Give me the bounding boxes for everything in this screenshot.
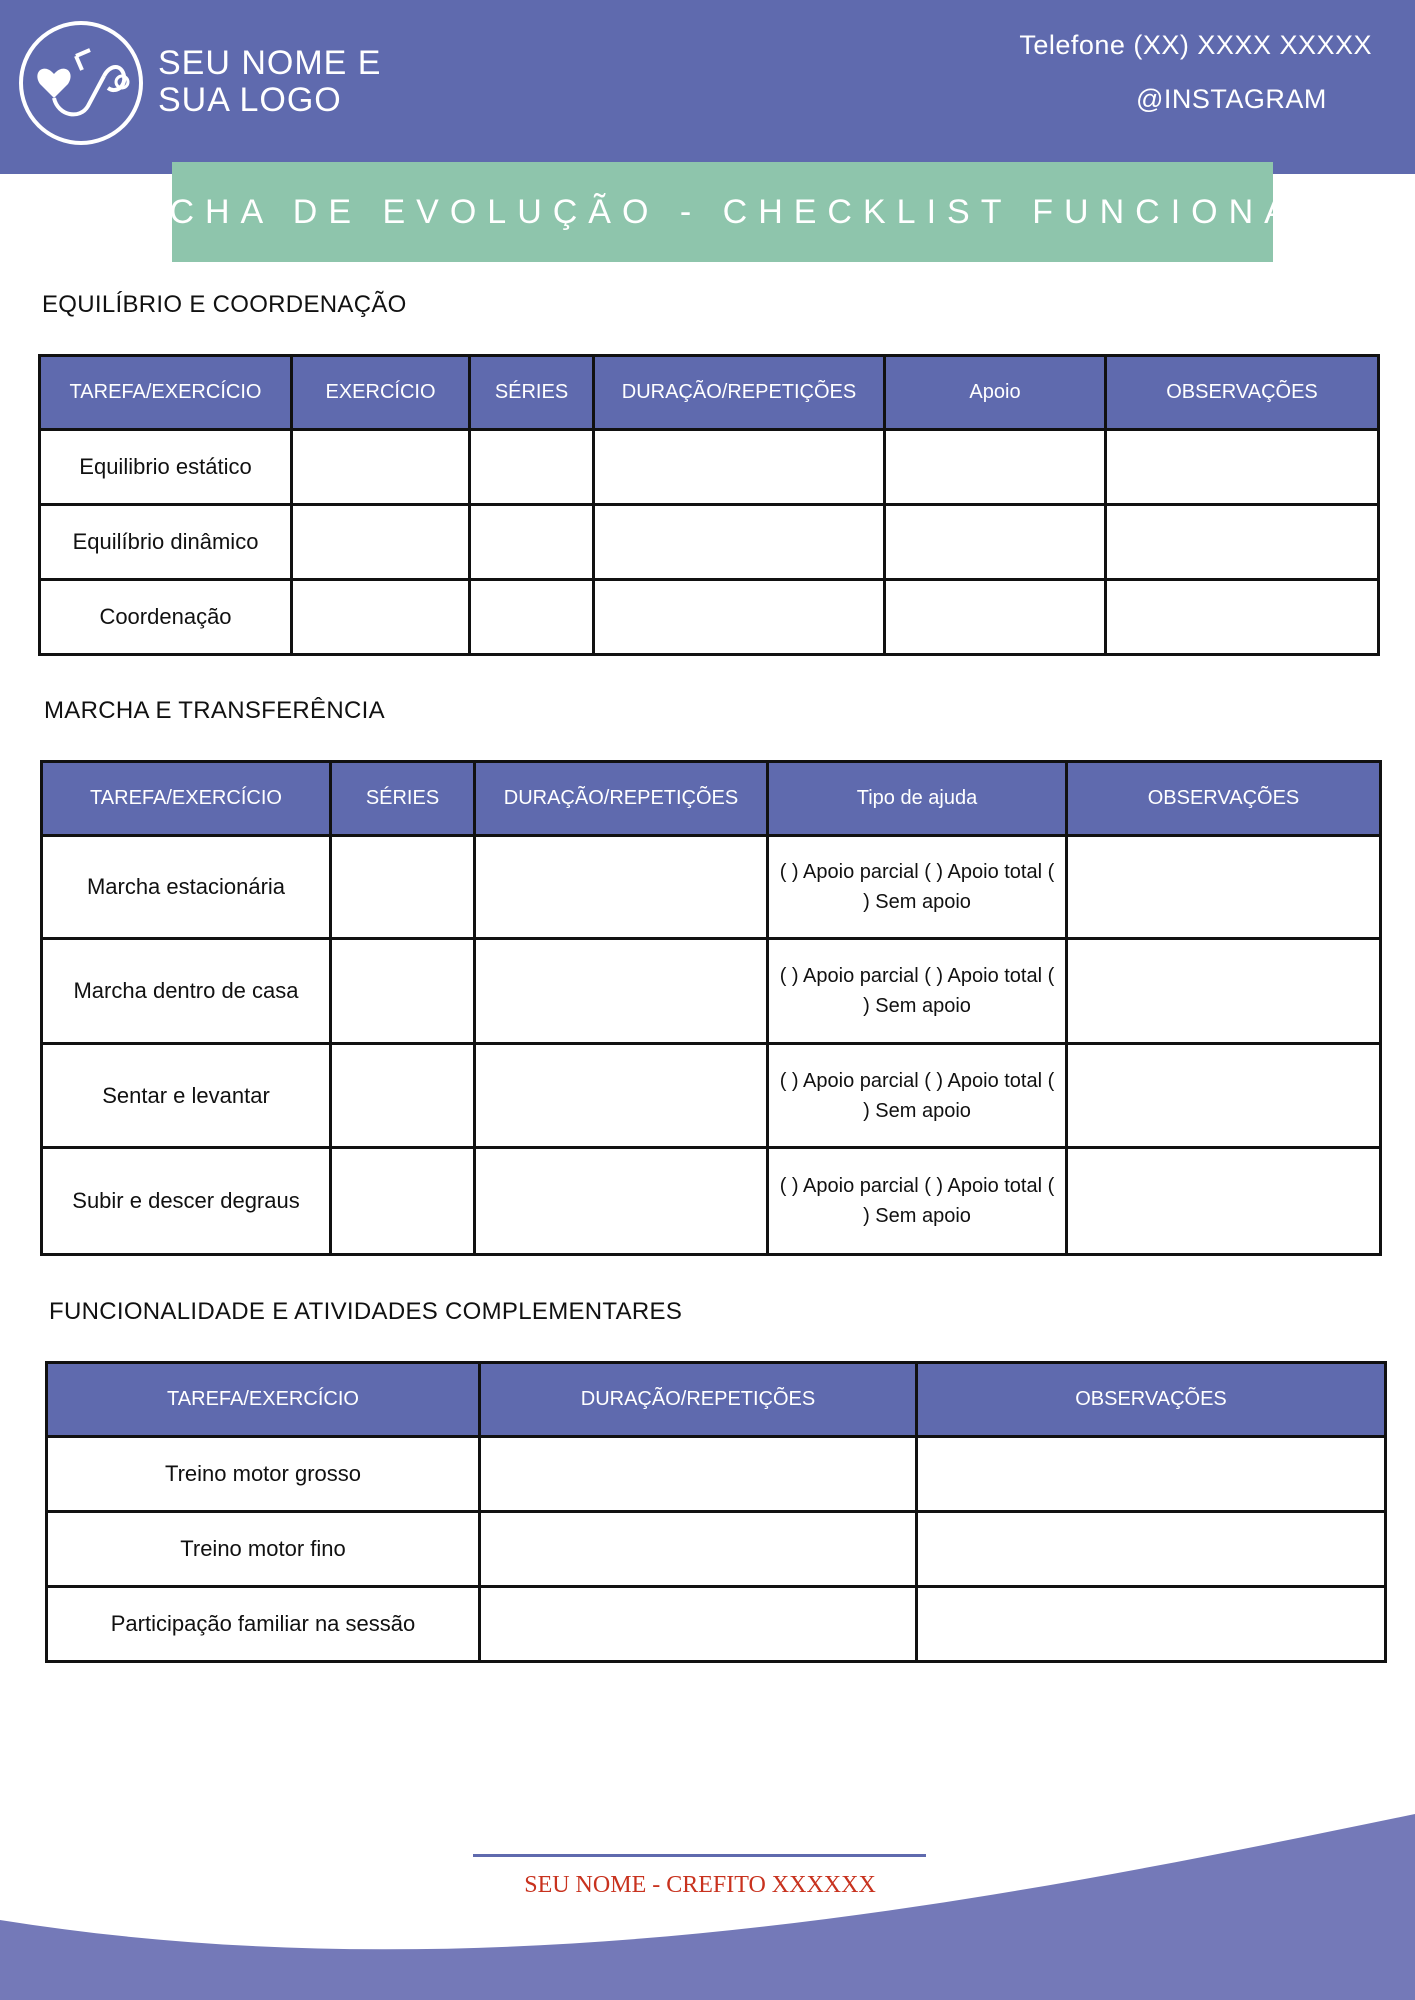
col-header: EXERCÍCIO [292, 356, 470, 430]
section-title-gait: MARCHA E TRANSFERÊNCIA [44, 697, 385, 724]
section-title-functionality: FUNCIONALIDADE E ATIVIDADES COMPLEMENTARES [49, 1298, 683, 1325]
page-title: FICHA DE EVOLUÇÃO - CHECKLIST FUNCIONAL [117, 192, 1328, 231]
input-cell[interactable] [292, 580, 470, 655]
table-row [42, 1044, 1381, 1148]
task-cell: Marcha estacionária [42, 836, 331, 939]
signature-name: SEU NOME - CREFITO XXXXXX [524, 1872, 876, 1898]
logo-line-2: SUA LOGO [158, 81, 342, 119]
input-cell[interactable] [480, 1437, 917, 1512]
input-cell[interactable] [1067, 1044, 1381, 1148]
input-cell[interactable] [470, 430, 594, 505]
table-row [42, 1148, 1381, 1255]
task-cell: Coordenação [40, 580, 292, 655]
table-row [42, 939, 1381, 1044]
input-cell[interactable] [1106, 580, 1379, 655]
help-type-options[interactable]: ( ) Apoio parcial ( ) Apoio total ( ) Sem apoio [768, 1044, 1067, 1148]
input-cell[interactable] [331, 939, 475, 1044]
input-cell[interactable] [475, 1044, 768, 1148]
section-title-balance: EQUILÍBRIO E COORDENAÇÃO [42, 291, 407, 318]
input-cell[interactable] [1106, 505, 1379, 580]
input-cell[interactable] [917, 1437, 1386, 1512]
table-gait [40, 760, 1382, 1256]
help-type-options[interactable]: ( ) Apoio parcial ( ) Apoio total ( ) Sem apoio [768, 939, 1067, 1044]
table-row [40, 430, 1379, 505]
instagram-text: @INSTAGRAM [1136, 84, 1327, 114]
task-cell: Participação familiar na sessão [47, 1587, 480, 1662]
table-balance [38, 354, 1380, 656]
signature-line [473, 1854, 926, 1857]
input-cell[interactable] [917, 1587, 1386, 1662]
input-cell[interactable] [1067, 836, 1381, 939]
input-cell[interactable] [1106, 430, 1379, 505]
help-type-options[interactable]: ( ) Apoio parcial ( ) Apoio total ( ) Sem apoio [768, 1148, 1067, 1255]
table-header-row [40, 356, 1379, 430]
input-cell[interactable] [292, 505, 470, 580]
task-cell: Subir e descer degraus [42, 1148, 331, 1255]
col-header: DURAÇÃO/REPETIÇÕES [480, 1363, 917, 1437]
logo-text [158, 45, 381, 119]
input-cell[interactable] [885, 580, 1106, 655]
task-cell: Treino motor grosso [47, 1437, 480, 1512]
input-cell[interactable] [292, 430, 470, 505]
input-cell[interactable] [594, 505, 885, 580]
phone-text: Telefone (XX) XXXX XXXXX [1019, 30, 1372, 60]
stethoscope-heart-icon [18, 20, 144, 146]
table-header-row [42, 762, 1381, 836]
input-cell[interactable] [885, 505, 1106, 580]
title-banner [117, 162, 1328, 262]
task-cell: Equilibrio estático [40, 430, 292, 505]
table-row [42, 836, 1381, 939]
col-header: Tipo de ajuda [768, 762, 1067, 836]
help-type-options[interactable]: ( ) Apoio parcial ( ) Apoio total ( ) Sem apoio [768, 836, 1067, 939]
header-bar [0, 0, 1415, 174]
col-header: DURAÇÃO/REPETIÇÕES [594, 356, 885, 430]
table-header-row [47, 1363, 1386, 1437]
col-header: OBSERVAÇÕES [1106, 356, 1379, 430]
table-row [47, 1512, 1386, 1587]
input-cell[interactable] [470, 580, 594, 655]
table-row [47, 1587, 1386, 1662]
logo-line-1: SEU NOME E [158, 44, 382, 82]
col-header: SÉRIES [331, 762, 475, 836]
input-cell[interactable] [594, 430, 885, 505]
task-cell: Treino motor fino [47, 1512, 480, 1587]
table-row [40, 580, 1379, 655]
input-cell[interactable] [1067, 939, 1381, 1044]
input-cell[interactable] [331, 1148, 475, 1255]
table-row [40, 505, 1379, 580]
col-header: TAREFA/EXERCÍCIO [40, 356, 292, 430]
input-cell[interactable] [480, 1512, 917, 1587]
col-header: OBSERVAÇÕES [1067, 762, 1381, 836]
task-cell: Marcha dentro de casa [42, 939, 331, 1044]
input-cell[interactable] [885, 430, 1106, 505]
col-header: TAREFA/EXERCÍCIO [47, 1363, 480, 1437]
input-cell[interactable] [331, 1044, 475, 1148]
input-cell[interactable] [475, 836, 768, 939]
col-header: OBSERVAÇÕES [917, 1363, 1386, 1437]
task-cell: Sentar e levantar [42, 1044, 331, 1148]
input-cell[interactable] [480, 1587, 917, 1662]
input-cell[interactable] [331, 836, 475, 939]
col-header: TAREFA/EXERCÍCIO [42, 762, 331, 836]
input-cell[interactable] [475, 939, 768, 1044]
input-cell[interactable] [475, 1148, 768, 1255]
input-cell[interactable] [594, 580, 885, 655]
table-functionality [45, 1361, 1387, 1663]
col-header: Apoio [885, 356, 1106, 430]
task-cell: Equilíbrio dinâmico [40, 505, 292, 580]
col-header: DURAÇÃO/REPETIÇÕES [475, 762, 768, 836]
input-cell[interactable] [1067, 1148, 1381, 1255]
input-cell[interactable] [917, 1512, 1386, 1587]
col-header: SÉRIES [470, 356, 594, 430]
input-cell[interactable] [470, 505, 594, 580]
table-row [47, 1437, 1386, 1512]
